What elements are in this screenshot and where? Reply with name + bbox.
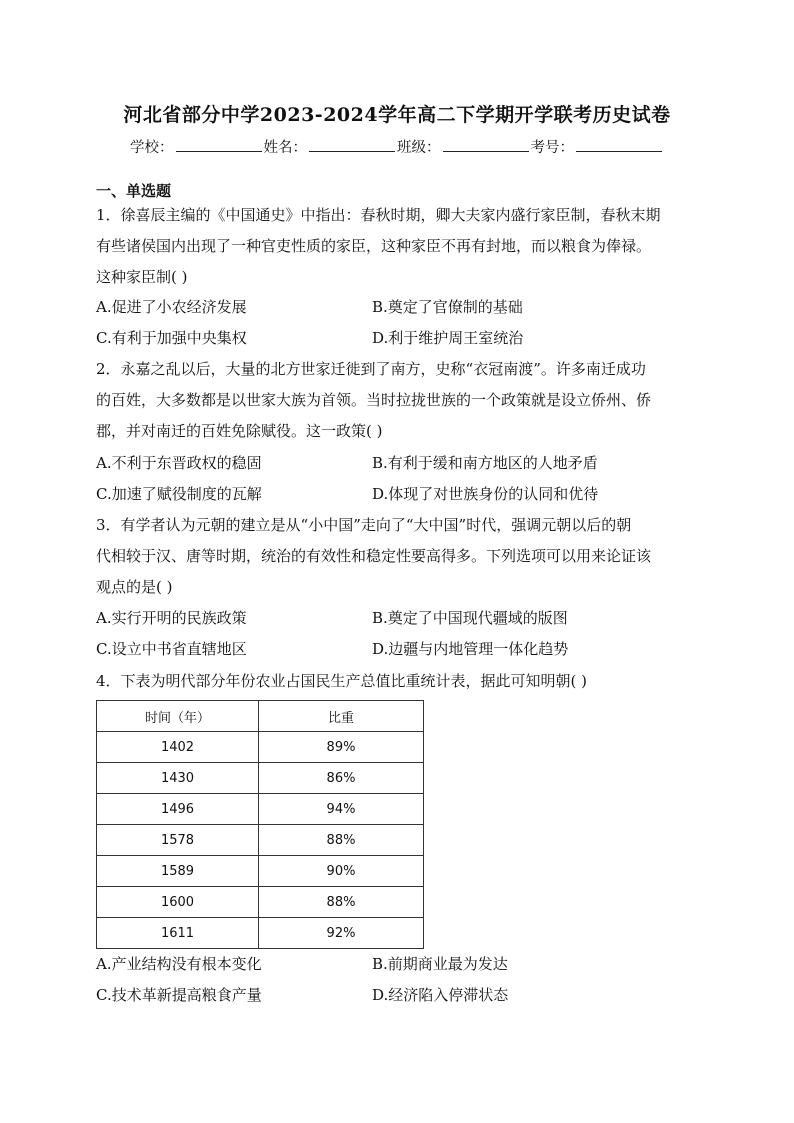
student-info-row <box>0 136 794 157</box>
question-1-options <box>96 292 701 354</box>
option-a: A.不利于东晋政权的稳固 <box>96 454 262 472</box>
name-blank <box>309 137 395 152</box>
option-b: B.奠定了中国现代疆域的版图 <box>372 609 568 627</box>
table-cell: 1578 <box>97 825 259 856</box>
option-c: C.技术革新提高粮食产量 <box>96 986 262 1004</box>
question-line: 这种家臣制( ) <box>96 268 188 286</box>
table-header-row <box>97 701 424 732</box>
table-row <box>97 887 424 918</box>
option-a: A.促进了小农经济发展 <box>96 298 247 316</box>
name-label: 姓名： <box>263 140 307 156</box>
question-line: 郡，并对南迁的百姓免除赋役。这一政策( ) <box>96 422 383 440</box>
id-blank <box>576 137 662 152</box>
question-3-options <box>96 603 701 665</box>
table-cell: 1600 <box>97 887 259 918</box>
option-b: B.有利于缓和南方地区的人地矛盾 <box>372 454 598 472</box>
class-label: 班级： <box>397 140 441 156</box>
question-line: 3．有学者认为元朝的建立是从“小中国”走向了“大中国”时代，强调元朝以后的朝 <box>96 516 632 534</box>
table-row <box>97 825 424 856</box>
option-d: D.边疆与内地管理一体化趋势 <box>372 640 569 658</box>
table-cell: 1611 <box>97 918 259 949</box>
option-c: C.设立中书省直辖地区 <box>96 640 247 658</box>
table-cell: 92% <box>259 918 424 949</box>
table-cell: 94% <box>259 794 424 825</box>
table-row <box>97 732 424 763</box>
table-cell: 88% <box>259 825 424 856</box>
question-1 <box>96 200 701 293</box>
question-line: 2．永嘉之乱以后，大量的北方世家迁徙到了南方，史称“衣冠南渡”。许多南迁成功 <box>96 360 646 378</box>
table-cell: 1430 <box>97 763 259 794</box>
question-3 <box>96 510 701 603</box>
table-cell: 89% <box>259 732 424 763</box>
option-d: D.经济陷入停滞状态 <box>372 986 509 1004</box>
table-cell: 90% <box>259 856 424 887</box>
table-row <box>97 763 424 794</box>
table-header-cell: 比重 <box>259 701 424 732</box>
section-title: 一、单选题 <box>96 182 172 200</box>
question-2-options <box>96 448 701 510</box>
option-b: B.前期商业最为发达 <box>372 955 508 973</box>
question-line: 4．下表为明代部分年份农业占国民生产总值比重统计表，据此可知明朝( ) <box>96 672 588 690</box>
id-label: 考号： <box>530 140 574 156</box>
question-4-options <box>96 949 701 1011</box>
table-cell: 1496 <box>97 794 259 825</box>
data-table <box>96 700 424 949</box>
table-header-cell: 时间（年） <box>97 701 259 732</box>
question-line: 有些诸侯国内出现了一种官吏性质的家臣，这种家臣不再有封地，而以粮食为俸禄。 <box>96 237 652 255</box>
school-blank <box>176 137 262 152</box>
table-row <box>97 856 424 887</box>
option-b: B.奠定了官僚制的基础 <box>372 298 523 316</box>
question-line: 观点的是( ) <box>96 578 173 596</box>
table-cell: 86% <box>259 763 424 794</box>
question-line: 1．徐喜辰主编的《中国通史》中指出：春秋时期，卿大夫家内盛行家臣制，春秋末期 <box>96 206 661 224</box>
table-cell: 1589 <box>97 856 259 887</box>
option-a: A.实行开明的民族政策 <box>96 609 247 627</box>
question-line: 的百姓，大多数都是以世家大族为首领。当时拉拢世族的一个政策就是设立侨州、侨 <box>96 391 652 409</box>
option-c: C.加速了赋役制度的瓦解 <box>96 485 262 503</box>
table-cell: 1402 <box>97 732 259 763</box>
option-d: D.利于维护周王室统治 <box>372 329 524 347</box>
table-row <box>97 794 424 825</box>
exam-title: 河北省部分中学2023-2024学年高二下学期开学联考历史试卷 <box>123 104 671 126</box>
option-a: A.产业结构没有根本变化 <box>96 955 262 973</box>
option-c: C.有利于加强中央集权 <box>96 329 247 347</box>
option-d: D.体现了对世族身份的认同和优待 <box>372 485 599 503</box>
school-label: 学校： <box>130 140 174 156</box>
table-row <box>97 918 424 949</box>
class-blank <box>443 137 529 152</box>
table-cell: 88% <box>259 887 424 918</box>
question-2 <box>96 354 701 447</box>
question-4 <box>96 666 701 697</box>
question-line: 代相较于汉、唐等时期，统治的有效性和稳定性要高得多。下列选项可以用来论证该 <box>96 547 652 565</box>
